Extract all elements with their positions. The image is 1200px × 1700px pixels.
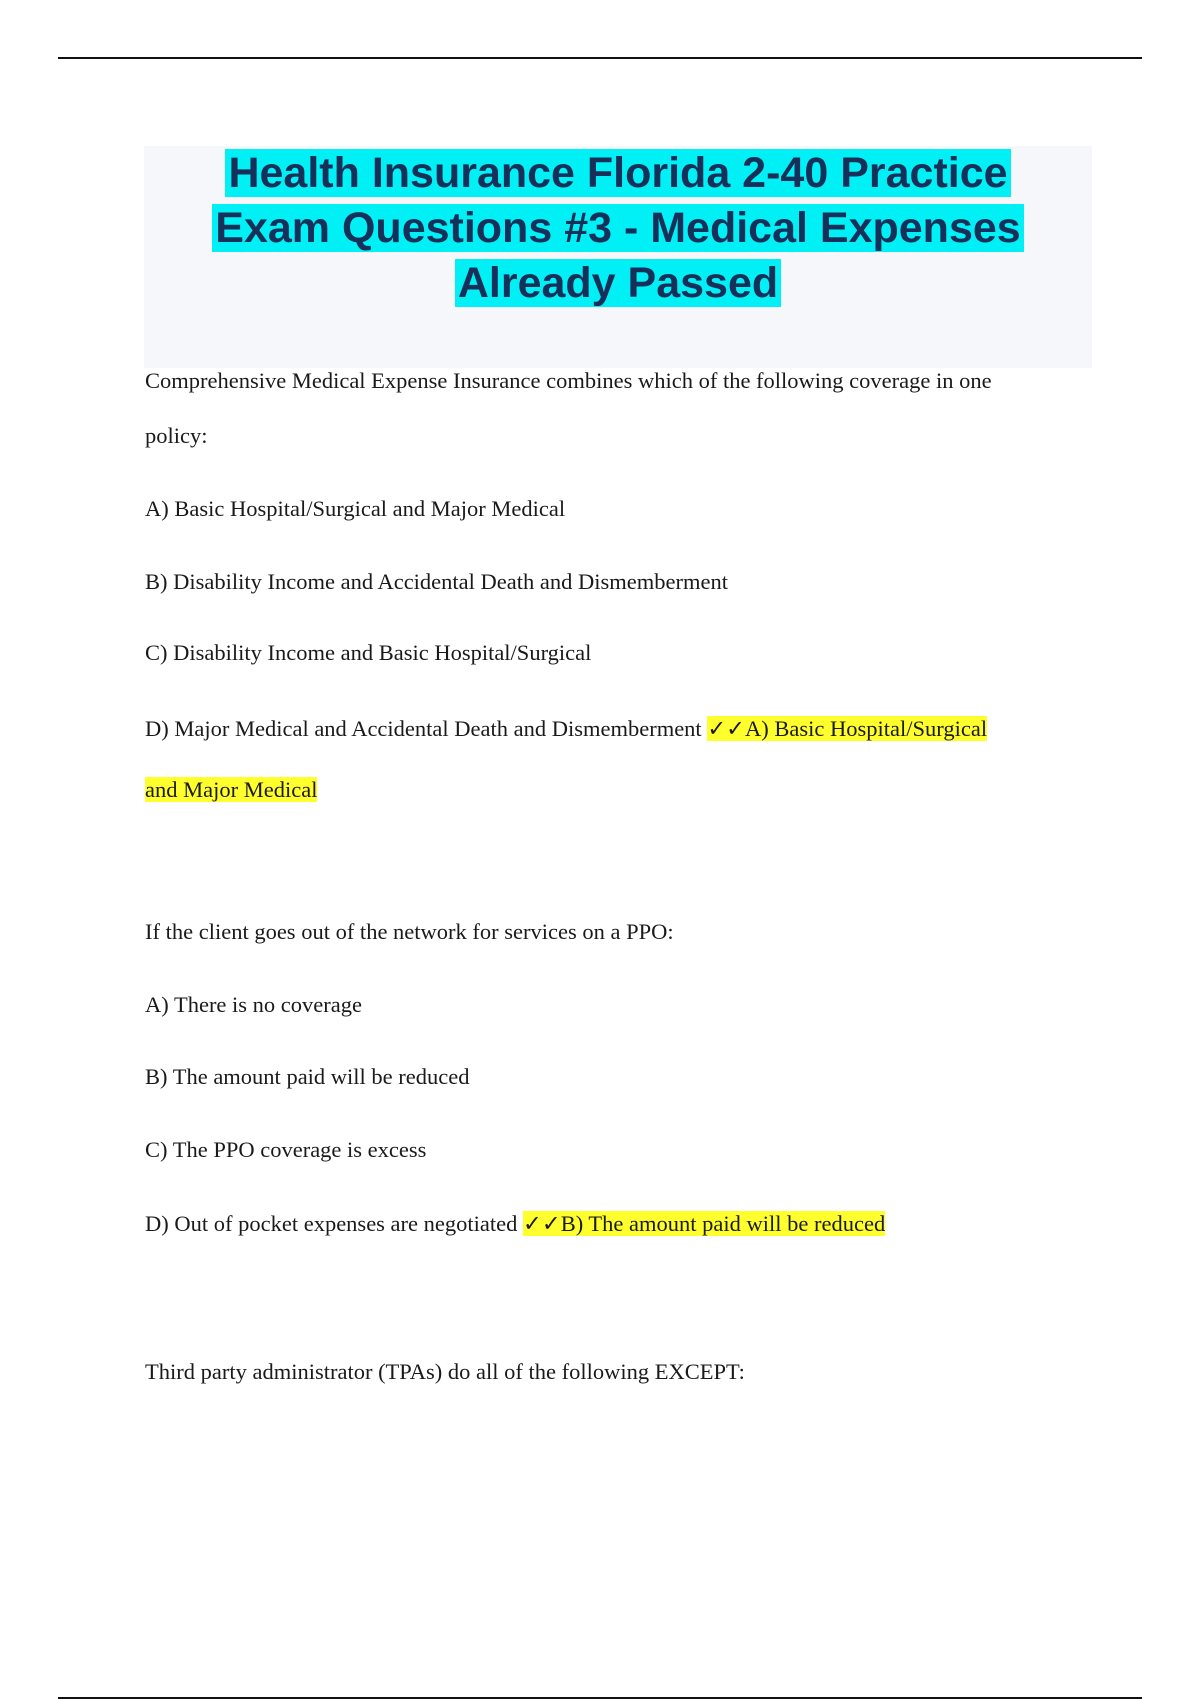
question-3-prompt: Third party administrator (TPAs) do all of the following EXCEPT:: [145, 1359, 745, 1384]
question-2-answer: ✓✓B) The amount paid will be reduced: [523, 1211, 886, 1236]
question-1-answer-line-2: [145, 777, 317, 803]
document-title: [144, 146, 1092, 311]
question-1-answer-part-1: ✓✓A) Basic Hospital/Surgical: [707, 716, 988, 741]
question-2-option-c: C) The PPO coverage is excess: [145, 1137, 427, 1162]
question-1-answer-part-2: and Major Medical: [145, 777, 318, 802]
question-1-option-c: C) Disability Income and Basic Hospital/Surgical: [145, 640, 592, 665]
bottom-rule: [58, 1697, 1142, 1699]
question-1-prompt-line-2: policy:: [145, 423, 208, 448]
question-1-option-a: A) Basic Hospital/Surgical and Major Medical: [145, 496, 566, 521]
question-2-option-b: B) The amount paid will be reduced: [145, 1064, 470, 1089]
question-2-option-d-line: [145, 1211, 885, 1237]
top-rule: [58, 57, 1142, 59]
title-line-2: Exam Questions #3 - Medical Expenses: [212, 204, 1023, 252]
title-line-1: Health Insurance Florida 2-40 Practice: [225, 149, 1010, 197]
question-2-option-d: D) Out of pocket expenses are negotiated: [145, 1211, 518, 1236]
question-2-option-a: A) There is no coverage: [145, 992, 362, 1017]
question-1-prompt-line-1: Comprehensive Medical Expense Insurance combines which of the following coverage in one: [145, 368, 992, 393]
question-1-option-b: B) Disability Income and Accidental Death and Dismemberment: [145, 569, 728, 594]
question-2-prompt: If the client goes out of the network for services on a PPO:: [145, 919, 674, 944]
question-1-option-d: D) Major Medical and Accidental Death and Dismemberment: [145, 716, 702, 741]
title-line-3: Already Passed: [455, 259, 781, 307]
question-1-option-d-line: [145, 716, 987, 742]
